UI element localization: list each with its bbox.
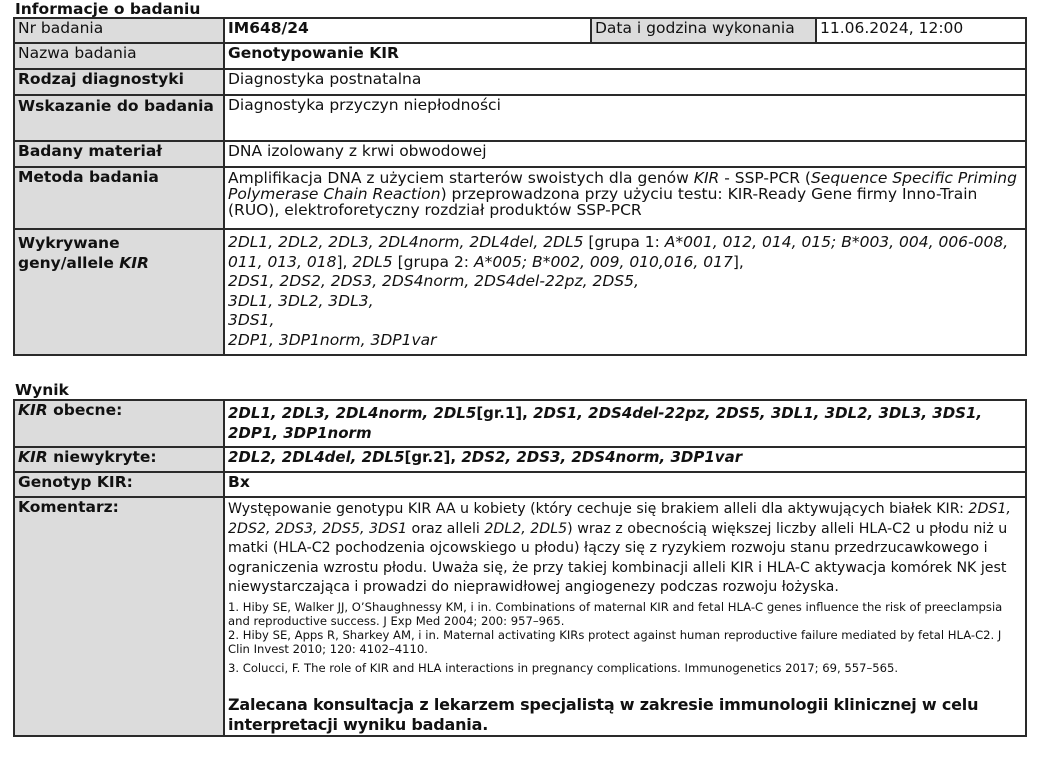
diag-label: Rodzaj diagnostyki — [14, 69, 224, 95]
method-label: Metoda badania — [14, 167, 224, 229]
date-value: 11.06.2024, 12:00 — [816, 18, 1026, 43]
name-value: Genotypowanie KIR — [224, 43, 1026, 69]
row-nr — [14, 18, 1026, 43]
row-absent — [14, 447, 1026, 472]
row-genotype — [14, 472, 1026, 497]
genes-text: ], — [336, 252, 353, 271]
present-label-text: obecne: — [47, 401, 123, 419]
section-title-result: Wynik — [15, 381, 69, 399]
genes-text: ], — [732, 252, 744, 271]
method-ssp: Sequence Specific Priming Polymerase Chain Reaction — [228, 169, 1017, 203]
reference-1: 1. Hiby SE, Walker JJ, O’Shaughnessy KM, i in. Combinations of maternal KIR and fetal HLA-C genes influence the risk of preeclampsia and reproductive success. J Exp Med 2004; 200: 957–965. — [228, 599, 1003, 628]
nr-label: Nr badania — [14, 18, 224, 43]
present-label — [14, 400, 224, 447]
comment-label: Komentarz: — [14, 497, 224, 736]
row-diag — [14, 69, 1026, 95]
genes-line-3: 3DL1, 3DL2, 3DL3, — [228, 291, 374, 310]
row-comment — [14, 497, 1026, 736]
material-value: DNA izolowany z krwi obwodowej — [224, 141, 1026, 167]
genes-text: 2DL5 — [352, 252, 393, 271]
diag-value: Diagnostyka postnatalna — [224, 69, 1026, 95]
row-name — [14, 43, 1026, 69]
row-indication — [14, 95, 1026, 141]
nr-value: IM648/24 — [224, 18, 591, 43]
genes-value — [224, 229, 1026, 355]
absent-label-text: niewykryte: — [47, 448, 157, 466]
absent-text: 2DS2, 2DS3, 2DS4norm, 3DP1var — [461, 448, 743, 466]
comment-part: ) wraz z obecnością większej liczby alleli HLA-C2 u płodu niż u matki (HLA-C2 pochodzenia ojcowskiego u płodu) łączy się z ryzykiem rozwoju stanu przedrzucawkowego i ograniczenia wzrostu płodu. Uważa się, że przy takiej kombinacji alleli KIR i HLA-C aktywacja komórek NK jest niewystarczająca i prowadzi do nieprawidłowej angiogenezy podczas rozwoju łożyska. — [228, 520, 1008, 595]
comment-part: Występowanie genotypu KIR AA u kobiety (który cechuje się brakiem alleli dla aktywujących białek KIR: — [228, 501, 969, 517]
absent-value — [224, 447, 1026, 472]
genes-label — [14, 229, 224, 355]
indication-value: Diagnostyka przyczyn niepłodności — [224, 95, 1026, 141]
method-text: ) przeprowadzona przy użyciu testu: KIR-Ready Gene firmy Inno-Train (RUO), elektroforetyczny rozdział produktów SSP-PCR — [228, 185, 978, 219]
present-label-kir: KIR — [18, 401, 48, 419]
present-value — [224, 400, 1026, 447]
comment-part: 2DS1, 2DS2, 2DS3, 2DS5, 3DS1 — [228, 501, 1011, 537]
genes-text: 2DL1, 2DL2, 2DL3, 2DL4norm, 2DL4del, 2DL5 — [228, 233, 584, 251]
genes-text: [grupa 2: — [392, 252, 474, 271]
absent-label-kir: KIR — [18, 448, 48, 466]
name-label: Nazwa badania — [14, 43, 224, 69]
genes-label-text: Wykrywane geny/allele — [18, 234, 120, 272]
comment-part: oraz alleli — [407, 520, 485, 537]
method-kir: KIR — [693, 169, 720, 187]
comment-part: 2DL2, 2DL5 — [484, 520, 568, 537]
genes-line-2: 2DS1, 2DS2, 2DS3, 2DS4norm, 2DS4del-22pz, 2DS5, — [228, 272, 639, 290]
genotype-value: Bx — [224, 472, 1026, 497]
genes-line-5: 2DP1, 3DP1norm, 3DP1var — [228, 330, 437, 349]
method-text: Amplifikacja DNA z użyciem starterów swoistych dla genów — [228, 169, 694, 187]
row-method — [14, 167, 1026, 229]
material-label: Badany materiał — [14, 141, 224, 167]
genotype-label: Genotyp KIR: — [14, 472, 224, 497]
genes-text: A*001, 012, 014, 015; B*003, 004, 006-008, 011, 013, 018 — [228, 233, 1009, 271]
comment-value — [224, 497, 1026, 736]
genes-text: [grupa 1: — [583, 233, 665, 251]
absent-text: [gr.2], — [404, 448, 462, 466]
genes-line-1 — [228, 233, 1022, 272]
row-material — [14, 141, 1026, 167]
row-present — [14, 400, 1026, 447]
absent-label — [14, 447, 224, 472]
present-text: 2DS1, 2DS4del-22pz, 2DS5, 3DL1, 3DL2, 3DL3, 3DS1, 2DP1, 3DP1norm — [228, 404, 983, 442]
comment-text — [228, 500, 1022, 598]
result-table — [13, 399, 1027, 737]
genes-label-kir: KIR — [119, 254, 149, 272]
present-text: [gr.1], — [476, 404, 534, 422]
absent-text: 2DL2, 2DL4del, 2DL5 — [228, 448, 405, 466]
reference-2: 2. Hiby SE, Apps R, Sharkey AM, i in. Maternal activating KIRs protect against human reproductive failure mediated by fetal HLA-C2. J Clin Invest 2010; 120: 4102–4110. — [228, 627, 1002, 656]
method-text: - SSP-PCR ( — [719, 169, 811, 187]
reference-3: 3. Colucci, F. The role of KIR and HLA interactions in pregnancy complications. Immunogenetics 2017; 69, 557–565. — [228, 660, 899, 675]
recommendation: Zalecana konsultacja z lekarzem specjalistą w zakresie immunologii klinicznej w celu interpretacji wyniku badania. — [228, 694, 979, 734]
info-table — [13, 17, 1027, 356]
date-label: Data i godzina wykonania — [591, 18, 816, 43]
genes-text: A*005; B*002, 009, 010,016, 017 — [473, 252, 733, 271]
section-title-info: Informacje o badaniu — [15, 0, 201, 18]
method-value — [224, 167, 1026, 229]
present-text: 2DL1, 2DL3, 2DL4norm, 2DL5 — [228, 404, 477, 422]
genes-line-4: 3DS1, — [228, 311, 275, 329]
indication-label: Wskazanie do badania — [14, 95, 224, 141]
row-genes — [14, 229, 1026, 355]
